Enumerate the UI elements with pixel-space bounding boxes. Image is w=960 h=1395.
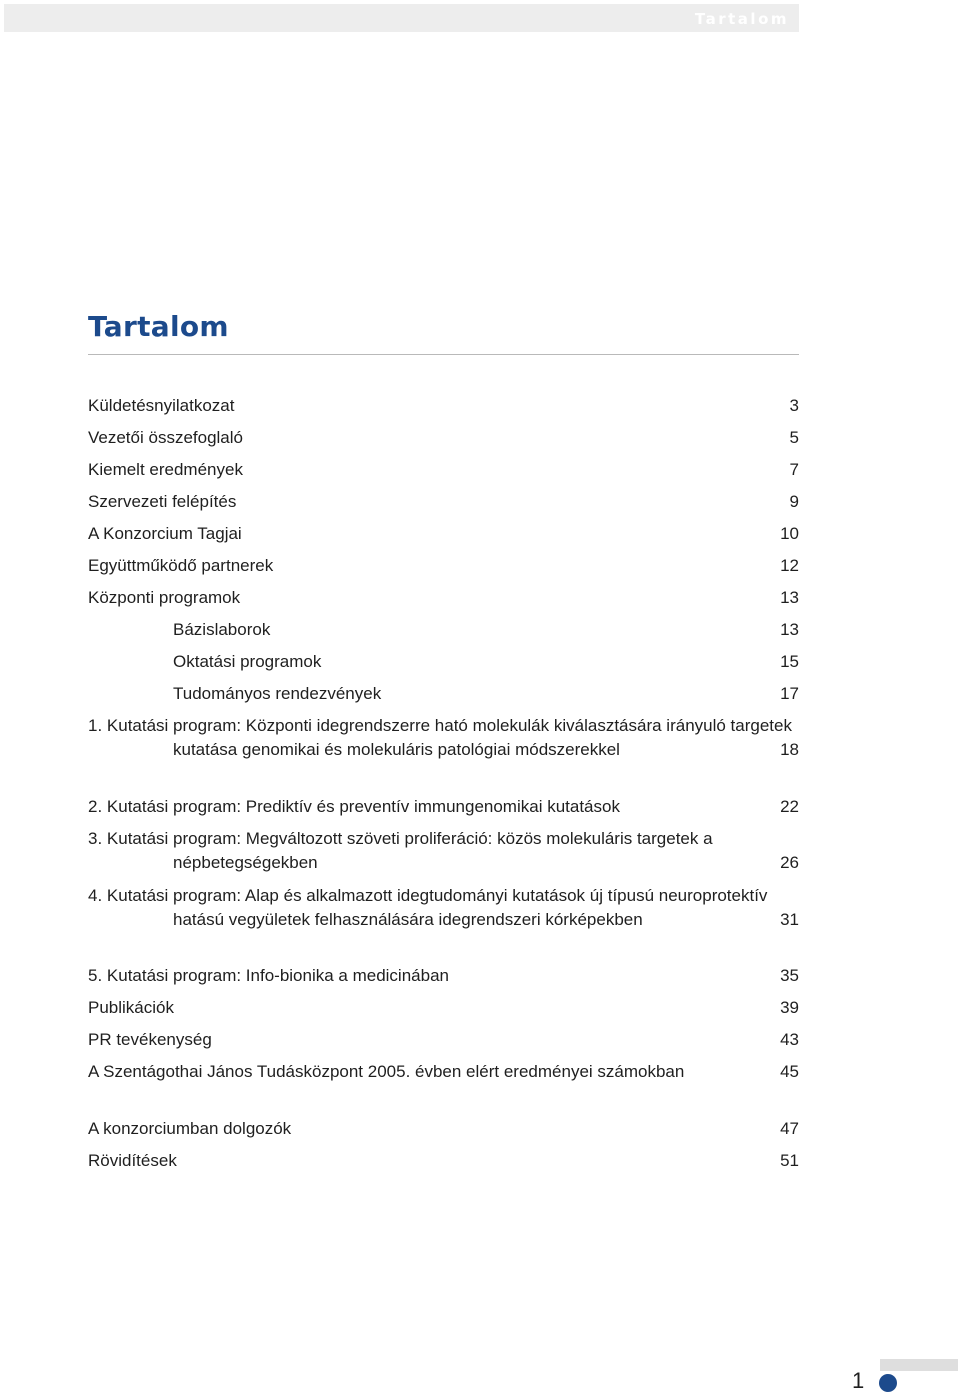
toc-entry-title: A Szentágothai János Tudásközpont 2005. évben elért eredményei számokban bbox=[88, 1062, 685, 1081]
toc-entry-title: 1. Kutatási program: Központi idegrendszerre ható molekulák kiválasztására irányuló targetek kutatása genomikai és molekuláris patológiai módszerekkel bbox=[88, 716, 792, 759]
toc-entry-title: Oktatási programok bbox=[173, 652, 322, 671]
toc-entry-title: Küldetésnyilatkozat bbox=[88, 396, 235, 415]
page-number: 1 bbox=[852, 1368, 865, 1393]
toc-entry-page: 22 bbox=[780, 797, 799, 816]
toc-entry-roviditesek[interactable] bbox=[88, 1149, 799, 1173]
toc-entry-bazislaborok[interactable] bbox=[88, 618, 799, 642]
toc-entry-oktatasi-programok[interactable] bbox=[88, 650, 799, 674]
toc-entry-title: Bázislaborok bbox=[173, 620, 271, 639]
running-header-title: Tartalom bbox=[694, 10, 789, 28]
toc-entry-title: 2. Kutatási program: Prediktív és preventív immungenomikai kutatások bbox=[88, 797, 620, 816]
toc-entry-title: Központi programok bbox=[88, 588, 241, 607]
toc-entry-kozponti-programok[interactable] bbox=[88, 586, 799, 610]
toc-entry-page: 13 bbox=[780, 588, 799, 607]
toc-entry-page: 10 bbox=[780, 524, 799, 543]
toc-entry-page: 18 bbox=[780, 740, 799, 759]
toc-entry-tudomanyos-rendezvenyek[interactable] bbox=[88, 682, 799, 706]
toc-entry-page: 13 bbox=[780, 620, 799, 639]
toc-entry-title: Rövidítések bbox=[88, 1151, 177, 1170]
toc-entry-title: A konzorciumban dolgozók bbox=[88, 1119, 292, 1138]
toc-entry-egyuttmukodo-partnerek[interactable] bbox=[88, 554, 799, 578]
toc-entry-kutatasi-program-2[interactable] bbox=[88, 795, 799, 819]
toc-entry-page: 39 bbox=[780, 998, 799, 1017]
toc-entry-page: 43 bbox=[780, 1030, 799, 1049]
toc-entry-page: 3 bbox=[789, 396, 799, 415]
toc-entry-title: Együttműködő partnerek bbox=[88, 556, 274, 575]
table-of-contents bbox=[88, 0, 799, 1395]
toc-entry-page: 26 bbox=[780, 853, 799, 872]
toc-entry-page: 5 bbox=[789, 428, 799, 447]
toc-entry-title: Kiemelt eredmények bbox=[88, 460, 243, 479]
toc-entry-title: 5. Kutatási program: Info-bionika a medicinában bbox=[88, 966, 449, 985]
toc-entry-page: 47 bbox=[780, 1119, 799, 1138]
toc-entry-title: Publikációk bbox=[88, 998, 174, 1017]
toc-entry-title: 3. Kutatási program: Megváltozott szöveti proliferáció: közös molekuláris targetek a népbetegségekben bbox=[88, 829, 713, 872]
toc-entry-kuldetesnyilatkozat[interactable] bbox=[88, 394, 799, 418]
toc-entry-szervezeti-felepites[interactable] bbox=[88, 490, 799, 514]
toc-entry-page: 15 bbox=[780, 652, 799, 671]
toc-entry-page: 17 bbox=[780, 684, 799, 703]
toc-entry-pr-tevekenyseg[interactable] bbox=[88, 1028, 799, 1052]
toc-entry-title: Szervezeti felépítés bbox=[88, 492, 237, 511]
toc-entry-kutatasi-program-3[interactable] bbox=[88, 827, 799, 875]
toc-entry-title: Vezetői összefoglaló bbox=[88, 428, 243, 447]
toc-entry-kiemelt-eredmenyek[interactable] bbox=[88, 458, 799, 482]
toc-entry-konzorcium-tagjai[interactable] bbox=[88, 522, 799, 546]
footer-corner-bar bbox=[880, 1359, 958, 1371]
toc-entry-page: 51 bbox=[780, 1151, 799, 1170]
toc-entry-page: 12 bbox=[780, 556, 799, 575]
toc-entry-title: PR tevékenység bbox=[88, 1030, 212, 1049]
toc-entry-eredmenyek-szamokban[interactable] bbox=[88, 1060, 799, 1084]
toc-entry-publikaciok[interactable] bbox=[88, 996, 799, 1020]
footer-dot-icon bbox=[879, 1374, 897, 1392]
toc-entry-page: 7 bbox=[789, 460, 799, 479]
toc-entry-vezetoi-osszefoglalo[interactable] bbox=[88, 426, 799, 450]
toc-entry-page: 35 bbox=[780, 966, 799, 985]
page-title: Tartalom bbox=[88, 310, 229, 343]
toc-entry-page: 31 bbox=[780, 910, 799, 929]
toc-entry-kutatasi-program-1[interactable] bbox=[88, 714, 799, 762]
toc-entry-kutatasi-program-5[interactable] bbox=[88, 964, 799, 988]
toc-entry-page: 45 bbox=[780, 1062, 799, 1081]
toc-entry-kutatasi-program-4[interactable] bbox=[88, 884, 799, 932]
toc-entry-title: Tudományos rendezvények bbox=[173, 684, 382, 703]
toc-entry-page: 9 bbox=[789, 492, 799, 511]
toc-entry-title: 4. Kutatási program: Alap és alkalmazott idegtudományi kutatások új típusú neuroprotektív hatású vegyületek felhasználására idegrendszeri kórképekben bbox=[88, 886, 768, 929]
toc-entry-title: A Konzorcium Tagjai bbox=[88, 524, 242, 543]
toc-entry-konzorciumban-dolgozok[interactable] bbox=[88, 1117, 799, 1141]
